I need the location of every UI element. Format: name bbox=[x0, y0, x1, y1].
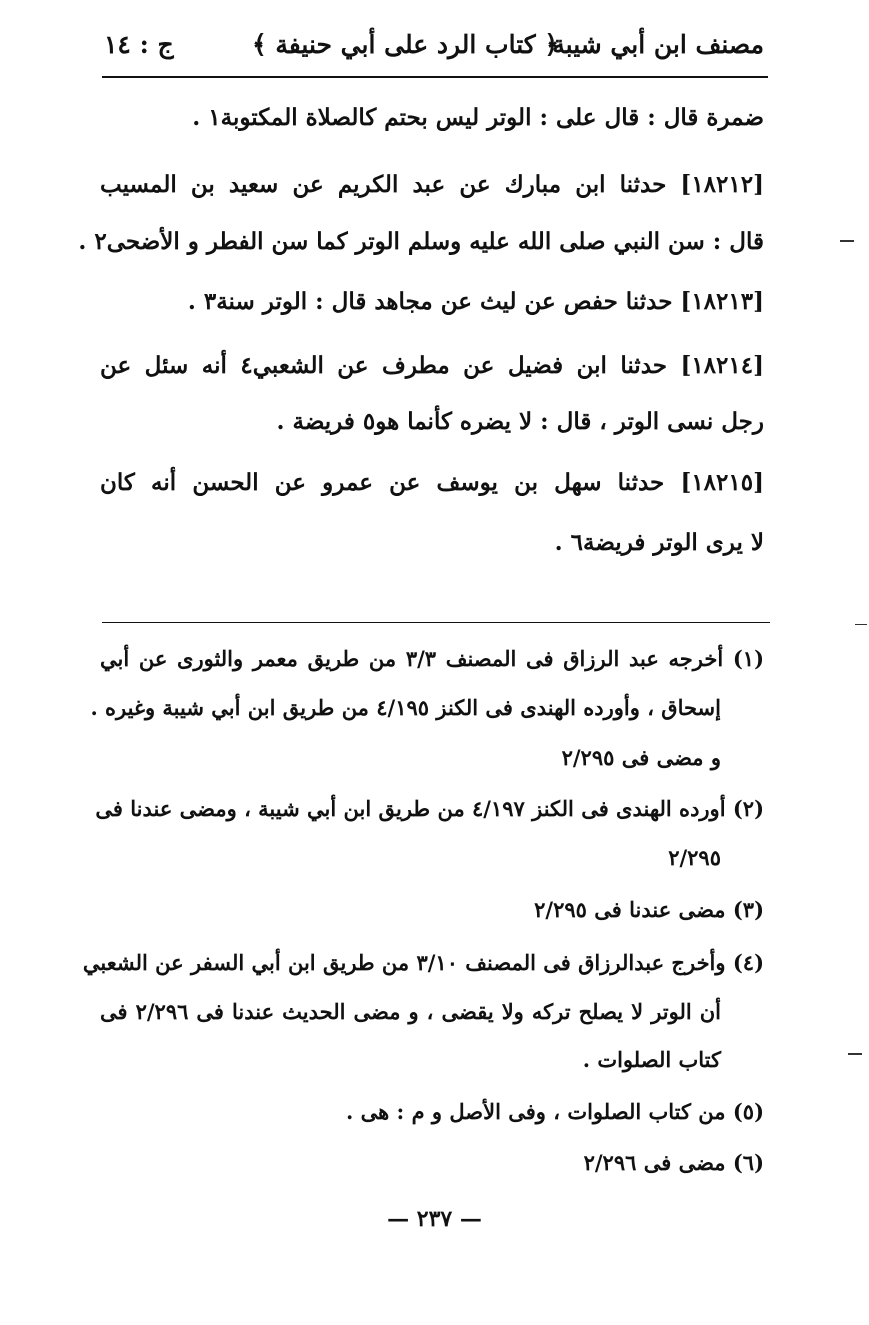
footnote-line: كتاب الصلوات . bbox=[582, 1047, 721, 1072]
margin-mark bbox=[840, 240, 854, 242]
hadith-18214: [١٨٢١٤] حدثنا ابن فضيل عن مطرف عن الشعبي٤ أنه سئل عن bbox=[100, 352, 764, 379]
footnote-1: (١) أخرجه عبد الرزاق فى المصنف ٣/٣ من طريق معمر والثورى عن أبي bbox=[100, 646, 764, 671]
text-line: ضمرة قال : قال على : الوتر ليس بحتم كالصلاة المكتوبة١ . bbox=[192, 104, 764, 131]
hadith-18212: [١٨٢١٢] حدثنا ابن مبارك عن عبد الكريم عن سعيد بن المسيب bbox=[100, 171, 764, 198]
footnote-line: إسحاق ، وأورده الهندى فى الكنز ٤/١٩٥ من طريق ابن أبي شيبة وغيره . bbox=[90, 695, 721, 720]
book-title: مصنف ابن أبي شيبة bbox=[552, 30, 764, 59]
footnote-5: (٥) من كتاب الصلوات ، وفى الأصل و م : هى . bbox=[346, 1099, 764, 1124]
footnote-3: (٣) مضى عندنا فى ٢/٢٩٥ bbox=[534, 897, 764, 922]
footnote-4: (٤) وأخرج عبدالرزاق فى المصنف ٣/١٠ من طريق ابن أبي السفر عن الشعبي bbox=[82, 950, 764, 975]
footnote-line: ٢/٢٩٥ bbox=[668, 845, 721, 870]
footnote-6: (٦) مضى فى ٢/٢٩٦ bbox=[583, 1150, 764, 1175]
footnote-rule bbox=[102, 622, 770, 623]
volume-number: ج : ١٤ bbox=[104, 30, 174, 59]
running-header bbox=[104, 30, 764, 72]
page-number: — ٢٣٧ — bbox=[387, 1206, 482, 1232]
footnote-line: أن الوتر لا يصلح تركه ولا يقضى ، و مضى الحديث عندنا فى ٢/٢٩٦ فى bbox=[100, 999, 721, 1024]
chapter-title: ﴿ كتاب الرد على أبي حنيفة ﴾ bbox=[252, 30, 559, 59]
footnote-line: و مضى فى ٢/٢٩٥ bbox=[561, 745, 721, 770]
header-rule bbox=[102, 76, 768, 78]
text-line: رجل نسى الوتر ، قال : لا يضره كأنما هو٥ فريضة . bbox=[276, 408, 764, 435]
hadith-18213: [١٨٢١٣] حدثنا حفص عن ليث عن مجاهد قال : الوتر سنة٣ . bbox=[187, 288, 764, 315]
margin-mark bbox=[855, 624, 867, 625]
hadith-18215: [١٨٢١٥] حدثنا سهل بن يوسف عن عمرو عن الحسن أنه كان bbox=[100, 469, 764, 496]
footnote-2: (٢) أورده الهندى فى الكنز ٤/١٩٧ من طريق ابن أبي شيبة ، ومضى عندنا فى bbox=[95, 796, 764, 821]
text-line: لا يرى الوتر فريضة٦ . bbox=[554, 529, 764, 556]
margin-mark bbox=[848, 1053, 862, 1055]
text-line: قال : سن النبي صلى الله عليه وسلم الوتر كما سن الفطر و الأضحى٢ . bbox=[78, 228, 764, 255]
